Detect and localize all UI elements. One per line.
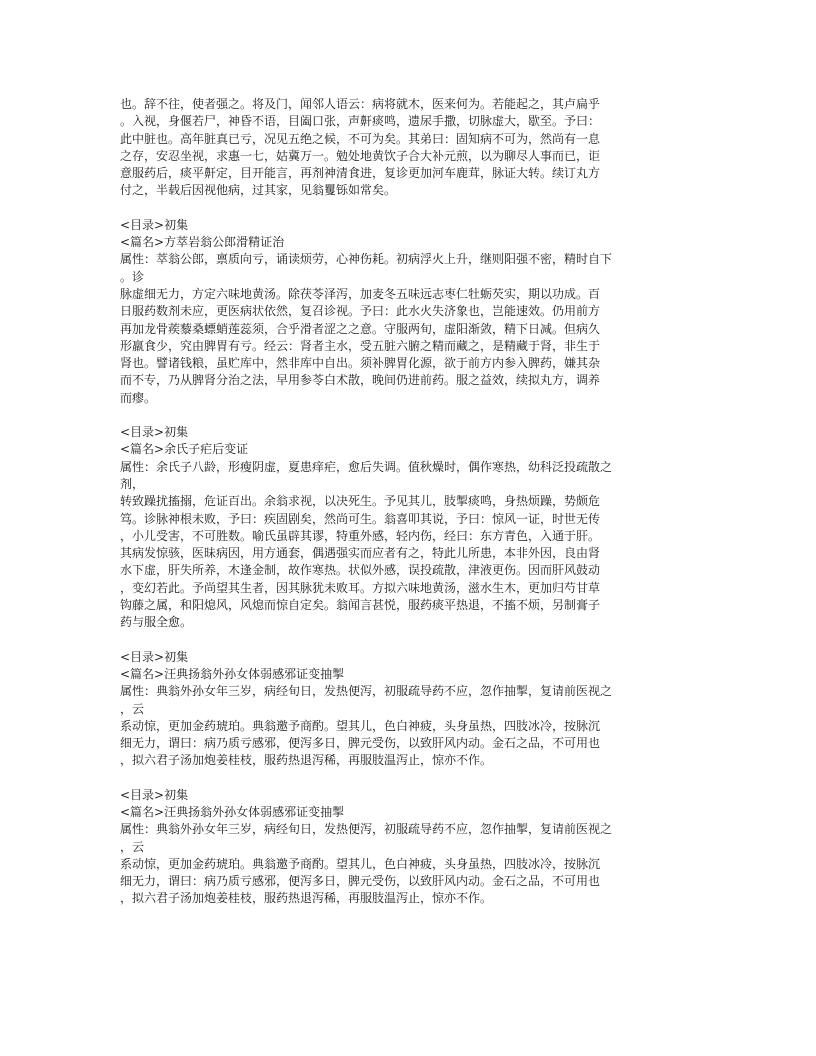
text-line: 属性：萃翁公郎，禀质向亏，诵读烦劳，心神伤耗。初病浮火上升，继则阳强不密，精时自下 (120, 252, 613, 267)
text-line: 脉虚细无力，方定六味地黄汤。除茯苓泽泻，加麦冬五味远志枣仁牡蛎芡实，期以功成。百 (120, 286, 601, 301)
catalog-tag: <目录>初集 (120, 649, 189, 664)
catalog-tag: <目录>初集 (120, 217, 189, 232)
text-line: 水下虚，肝失所养，木逢金制，故作寒热。状似外感，误投疏散，津液更伤。因而肝风鼓动 (120, 563, 601, 578)
text-line: 细无力，谓曰：病乃质亏感邪，便泻多日，脾元受伤，以致肝风内动。金石之品，不可用也 (120, 874, 601, 889)
case-title: <篇名>汪典扬翁外孙女体弱感邪证变抽掣 (120, 804, 345, 819)
case-entry-1 (120, 217, 696, 407)
text-line: 而不专，乃从脾肾分治之法，早用参苓白术散，晚间仍进前药。服之益效，续拟丸方，调养 (120, 373, 601, 388)
text-line: ，云 (120, 839, 145, 854)
text-line: 属性：余氏子八龄，形瘦阴虚，夏患痒疟，愈后失调。值秋燥时，偶作寒热，幼科泛投疏散之 (120, 459, 613, 474)
text-line: 钩藤之属，和阳熄风，风熄而惊自定矣。翁闻言甚悦，服药痰平热退，不搐不烦，另制膏子 (120, 598, 601, 613)
text-line: 而瘳。 (120, 390, 157, 405)
text-line: 之存，安忍坐视，求惠一七，姑冀万一。勉处地黄饮子合大补元煎，以为聊尽人事而已，讵 (120, 148, 601, 163)
text-line: ，小儿受害，不可胜数。喻氏虽辟其谬，特重外感，轻内伤，经曰：东方青色，入通于肝。 (120, 528, 601, 543)
text-line: 。诊 (120, 269, 145, 284)
case-title: <篇名>方萃岩翁公郎滑精证治 (120, 235, 285, 250)
text-line: 其病发惊骇，医昧病因，用方通套，偶遇强实而应者有之，特此儿所患，本非外因，良由肾 (120, 546, 601, 561)
text-line: ，拟六君子汤加炮姜桂枝，服药热退泻稀，再服肢温泻止，惊亦不作。 (120, 891, 493, 906)
text-line: 转致躁扰搐搦，危证百出。余翁求视，以决死生。予见其儿，肢掣痰鸣，身热烦躁，势颇危 (120, 494, 601, 509)
text-line: 细无力，谓曰：病乃质亏感邪，便泻多日，脾元受伤，以致肝风内动。金石之品，不可用也 (120, 736, 601, 751)
case-title: <篇名>余氏子疟后变证 (120, 442, 249, 457)
text-line: ，变幻若此。予尚望其生者，因其脉犹未败耳。方拟六味地黄汤，滋水生木，更加归芍甘草 (120, 580, 601, 595)
document-page (120, 96, 696, 925)
text-line: 意服药后，痰平鼾定，目开能言，再剂神清食进，复诊更加河车鹿茸，脉证大转。续订丸方 (120, 166, 601, 181)
text-line: 形羸食少，究由脾胃有亏。经云：肾者主水，受五脏六腑之精而藏之，是精藏于肾，非生于 (120, 338, 601, 353)
text-line: 系动惊，更加金药琥珀。典翁邀予商酌。望其儿，色白神疲，头身虽热，四肢冰冷，按脉沉 (120, 718, 601, 733)
text-line: 药与服全愈。 (120, 615, 193, 630)
text-line: 属性：典翁外孙女年三岁，病经旬日，发热便泻，初服疏导药不应，忽作抽掣，复请前医视之 (120, 684, 613, 699)
text-line: 付之，半载后因视他病，过其家，见翁矍铄如常矣。 (120, 183, 397, 198)
text-line: 剂， (120, 476, 145, 491)
case-title: <篇名>汪典扬翁外孙女体弱感邪证变抽掣 (120, 666, 345, 681)
text-line: 此中脏也。高年脏真已亏，况见五绝之候，不可为矣。其弟曰：固知病不可为，然尚有一息 (120, 131, 601, 146)
text-line: 日服药数剂未应，更医病状依然，复召诊视。予曰：此水火失济象也，岂能速效。仍用前方 (120, 304, 601, 319)
text-line: 笃。诊脉神根未败，予曰：疾固剧矣，然尚可生。翁喜叩其说，予曰：惊风一证，时世无传 (120, 511, 601, 526)
text-line: ，云 (120, 701, 145, 716)
text-line: ，拟六君子汤加炮姜桂枝，服药热退泻稀，再服肢温泻止，惊亦不作。 (120, 753, 493, 768)
text-line: 也。辞不往，使者强之。将及门，闻邻人语云：病将就木，医来何为。若能起之，其卢扁乎 (120, 97, 601, 111)
case-entry-3 (120, 649, 696, 770)
intro-paragraph (120, 96, 696, 200)
case-entry-4 (120, 787, 696, 908)
catalog-tag: <目录>初集 (120, 787, 189, 802)
text-line: 再加龙骨蒺藜桑螵蛸莲蕊须，合乎滑者涩之之意。守服两旬，虚阳渐敛，精下日减。但病久 (120, 321, 601, 336)
catalog-tag: <目录>初集 (120, 425, 189, 440)
text-line: 系动惊，更加金药琥珀。典翁邀予商酌。望其儿，色白神疲，头身虽热，四肢冰冷，按脉沉 (120, 856, 601, 871)
text-line: 肾也。譬诸钱粮，虽贮库中，然非库中自出。须补脾胃化源，欲于前方内参入脾药，嫌其杂 (120, 356, 601, 371)
case-entry-2 (120, 424, 696, 632)
text-line: 属性：典翁外孙女年三岁，病经旬日，发热便泻，初服疏导药不应，忽作抽掣，复请前医视之 (120, 822, 613, 837)
text-line: 。入视，身偃若尸，神昏不语，目阖口张，声鼾痰鸣，遗尿手撒，切脉虚大，歇至。予曰： (120, 114, 601, 129)
